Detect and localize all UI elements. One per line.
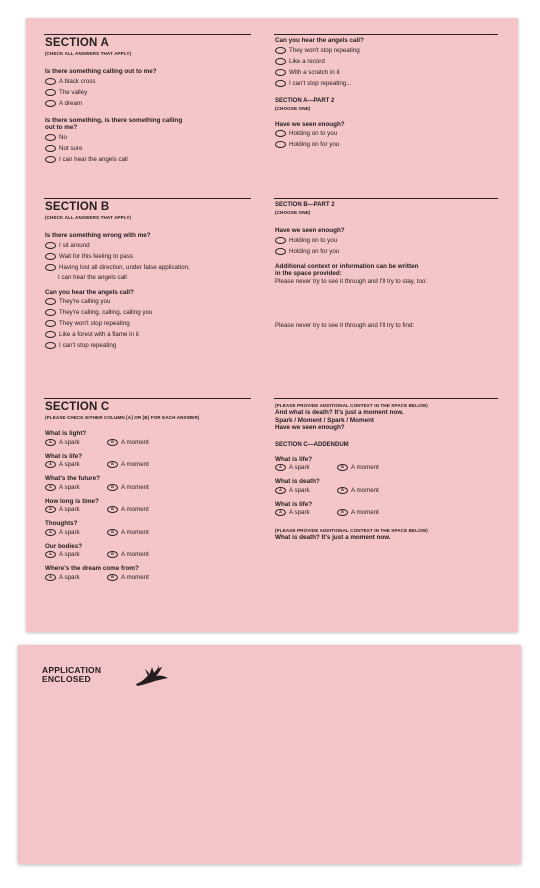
option-label: They won't stop repeating: [289, 46, 360, 54]
checkbox-icon[interactable]: [45, 309, 56, 316]
checkbox-option[interactable]: [45, 251, 260, 262]
checkbox-icon[interactable]: [45, 134, 56, 141]
checkbox-icon[interactable]: [45, 264, 56, 271]
choice-b[interactable]: [337, 508, 399, 517]
option-label: No: [59, 133, 67, 141]
checkbox-option[interactable]: [45, 329, 260, 340]
option-label: Like a forest with a flame in it: [59, 331, 139, 338]
section-c-right-instruction: (PLEASE PROVIDE ADDITIONAL CONTEXT IN THE SPACE BELOW): [275, 403, 428, 408]
choice-a[interactable]: [45, 573, 107, 582]
question-label: What is life?: [275, 455, 313, 463]
section-b-context-field-2[interactable]: Please never try to see it through and I'll try to find:: [275, 321, 415, 329]
checkbox-option[interactable]: [275, 56, 500, 67]
question-label: What is death?: [275, 478, 320, 485]
radio-icon[interactable]: [275, 141, 286, 148]
choice-b-label: A moment: [121, 528, 149, 536]
choice-b-icon[interactable]: B: [107, 506, 118, 513]
section-a-q4-options: [275, 128, 500, 150]
option-label: With a scratch in it: [289, 68, 340, 76]
checkbox-option[interactable]: [45, 318, 260, 329]
checkbox-icon[interactable]: [45, 331, 56, 338]
option-label: Having lost all direction, under false application,: [59, 263, 190, 271]
choice-pair: [45, 438, 260, 447]
checkbox-icon[interactable]: [45, 145, 56, 152]
choice-pair: [45, 528, 260, 537]
section-a-left: [45, 37, 255, 165]
choice-b-label: A moment: [351, 486, 379, 494]
choice-a-label: A spark: [59, 551, 80, 558]
choice-b[interactable]: [107, 550, 169, 559]
choice-a-label: A spark: [289, 486, 310, 494]
option-label: Like a record: [289, 57, 325, 65]
choice-pair: [45, 573, 260, 582]
option-label: Holding on for you: [289, 141, 340, 148]
choice-pair: [45, 483, 260, 492]
choice-b-icon[interactable]: B: [337, 509, 348, 516]
choice-b-icon[interactable]: B: [107, 529, 118, 536]
checkbox-option[interactable]: [45, 340, 260, 351]
choice-a-icon[interactable]: A: [45, 484, 56, 491]
section-c-bottom-line: What is death? It's just a moment now.: [275, 534, 391, 541]
form-sheet: [26, 18, 518, 632]
section-b-q1-options: [45, 240, 260, 283]
choice-a-label: A spark: [59, 483, 80, 491]
choice-a-label: A spark: [59, 528, 80, 536]
option-label: Not sure: [59, 144, 83, 152]
option-label: I can't stop repeating...: [289, 79, 352, 87]
section-c-addendum-title: SECTION C—ADDENDUM: [275, 441, 349, 448]
section-b-rule: [44, 198, 251, 199]
radio-icon[interactable]: [275, 130, 286, 137]
section-c-rule: [44, 398, 251, 399]
question-block: [45, 453, 260, 470]
choice-a-icon[interactable]: A: [275, 509, 286, 516]
section-b-right: [275, 201, 500, 330]
option-label: They're calling you: [59, 298, 111, 305]
section-c-title: SECTION C: [45, 401, 110, 413]
section-b-instruction: (CHECK ALL ANSWERS THAT APPLY): [45, 215, 132, 220]
choice-a-label: A spark: [289, 464, 310, 471]
checkbox-option[interactable]: [275, 45, 500, 56]
heading-line: in the space provided:: [275, 270, 342, 277]
choice-a-label: A spark: [59, 438, 80, 446]
choice-a-label: A spark: [59, 506, 80, 513]
section-c-left: [45, 401, 260, 582]
choice-b-label: A moment: [121, 483, 149, 491]
question-label: What is life?: [275, 500, 313, 508]
checkbox-icon[interactable]: [45, 242, 56, 249]
choice-a[interactable]: [45, 505, 107, 514]
question-label: Our bodies?: [45, 542, 83, 550]
choice-b[interactable]: [107, 438, 169, 447]
radio-option[interactable]: [275, 235, 500, 246]
option-label-continued: I can hear the angels call: [58, 273, 127, 281]
section-b-rule-right: [274, 198, 498, 199]
envelope-label-line: APPLICATION: [42, 665, 102, 675]
checkbox-option[interactable]: [45, 76, 255, 87]
choice-b-icon[interactable]: B: [337, 464, 348, 471]
choice-a-label: A spark: [59, 461, 80, 468]
section-a-instruction: (CHECK ALL ANSWERS THAT APPLY): [45, 51, 132, 56]
radio-option[interactable]: [275, 246, 500, 257]
checkbox-icon[interactable]: [45, 89, 56, 96]
checkbox-option[interactable]: [45, 154, 255, 165]
section-a-q2: [45, 117, 255, 132]
question-block: [275, 478, 500, 495]
choice-a-icon[interactable]: A: [45, 506, 56, 513]
choice-b[interactable]: [107, 460, 169, 469]
choice-a-icon[interactable]: A: [45, 551, 56, 558]
choice-b-label: A moment: [121, 461, 149, 468]
option-label: A black cross: [59, 77, 96, 85]
heading-line: Additional context or information can be written: [275, 262, 419, 270]
question-label: What's the future?: [45, 475, 101, 482]
checkbox-option[interactable]: [275, 78, 500, 89]
choice-a[interactable]: [275, 486, 337, 495]
choice-a[interactable]: [275, 508, 337, 517]
checkbox-option[interactable]: [275, 67, 500, 78]
section-a-part2-instruction: (CHOOSE ONE): [275, 105, 311, 111]
checkbox-icon[interactable]: [45, 298, 56, 305]
choice-pair: [45, 550, 260, 559]
section-c-right-line3: Have we seen enough?: [275, 424, 345, 431]
section-b-left: [45, 201, 260, 351]
section-b-q3: Have we seen enough?: [275, 227, 345, 234]
section-a-q3: Can you hear the angels call?: [275, 37, 364, 44]
choice-b-icon[interactable]: B: [337, 487, 348, 494]
checkbox-icon[interactable]: [275, 47, 286, 54]
choice-a[interactable]: [275, 463, 337, 472]
choice-b[interactable]: [107, 483, 169, 492]
envelope-label: [42, 666, 101, 684]
choice-b-icon[interactable]: B: [107, 439, 118, 446]
section-b-q2-options: [45, 296, 260, 351]
section-b-context-heading: [275, 263, 500, 278]
choice-a-icon[interactable]: A: [45, 529, 56, 536]
section-b-q2: Can you hear the angels call?: [45, 288, 134, 296]
choice-a-icon[interactable]: A: [275, 464, 286, 471]
choice-a-icon[interactable]: A: [45, 439, 56, 446]
question-block: [45, 543, 260, 560]
checkbox-icon[interactable]: [45, 78, 56, 85]
choice-a[interactable]: [45, 550, 107, 559]
section-a-q3-options: [275, 45, 500, 89]
choice-b-icon[interactable]: B: [107, 484, 118, 491]
checkbox-option[interactable]: [45, 132, 255, 143]
section-b-q3-options: [275, 235, 500, 257]
choice-b-label: A moment: [351, 509, 379, 516]
checkbox-icon[interactable]: [45, 253, 56, 260]
checkbox-icon[interactable]: [45, 320, 56, 327]
choice-pair: [45, 505, 260, 514]
choice-b-icon[interactable]: B: [107, 461, 118, 468]
option-label: Wait for this feeling to pass: [59, 252, 134, 260]
question-block: [45, 430, 260, 447]
question-label: How long is time?: [45, 497, 99, 505]
option-label: A dream: [59, 99, 83, 107]
radio-icon[interactable]: [275, 248, 286, 255]
radio-option[interactable]: [275, 128, 500, 139]
checkbox-option[interactable]: [45, 296, 260, 307]
option-label: Holding on to you: [289, 236, 338, 244]
section-c-bottom-instruction: (PLEASE PROVIDE ADDITIONAL CONTEXT IN THE SPACE BELOW): [275, 528, 428, 533]
section-a-q2-options: [45, 132, 255, 165]
choice-b-label: A moment: [121, 551, 149, 558]
choice-pair: [275, 463, 500, 472]
section-a-rule-right: [274, 34, 498, 35]
option-label: They're calling, calling, calling you: [59, 309, 153, 316]
section-c-rule-right: [274, 398, 498, 399]
question-line: Is there something, is there something calling: [45, 116, 183, 124]
choice-a[interactable]: [45, 460, 107, 469]
question-block: [45, 498, 260, 515]
option-label: I sit around: [59, 241, 90, 249]
checkbox-option[interactable]: [45, 240, 260, 251]
question-block: [275, 501, 500, 518]
checkbox-option[interactable]: [45, 307, 260, 318]
section-c-right: [275, 402, 500, 542]
choice-a-label: A spark: [289, 509, 310, 516]
choice-pair: [275, 508, 500, 517]
option-label: They won't stop repeating: [59, 320, 130, 327]
choice-b[interactable]: [107, 505, 169, 514]
checkbox-option[interactable]: [45, 98, 255, 109]
choice-b-label: A moment: [351, 464, 379, 471]
question-block: [275, 456, 500, 473]
section-b-context-field-1[interactable]: Please never try to see it through and I'll try to stay, too:: [275, 277, 428, 285]
section-a-q4: Have we seen enough?: [275, 120, 345, 128]
section-a-title: SECTION A: [45, 37, 109, 49]
section-a-part2-title: SECTION A—PART 2: [275, 97, 335, 104]
choice-a[interactable]: [45, 528, 107, 537]
question-label: Where's the dream come from?: [45, 565, 139, 572]
choice-a[interactable]: [45, 483, 107, 492]
section-c-right-line2: Spark / Moment / Spark / Moment: [275, 416, 375, 424]
section-a-q1: Is there something calling out to me?: [45, 68, 157, 75]
choice-a-icon[interactable]: A: [275, 487, 286, 494]
radio-icon[interactable]: [275, 237, 286, 244]
checkbox-icon[interactable]: [275, 58, 286, 65]
question-label: Thoughts?: [45, 520, 78, 527]
checkbox-icon[interactable]: [45, 100, 56, 107]
option-label: Holding on for you: [289, 247, 340, 255]
choice-pair: [275, 486, 500, 495]
choice-a-icon[interactable]: A: [45, 574, 56, 581]
envelope: [18, 645, 521, 864]
checkbox-icon[interactable]: [275, 69, 286, 76]
question-block: [45, 565, 260, 582]
section-b-part2-title: SECTION B—PART 2: [275, 202, 335, 208]
checkbox-icon[interactable]: [275, 80, 286, 87]
question-label: What is life?: [45, 452, 83, 460]
option-label: I can't stop repeating: [59, 342, 117, 349]
section-c-right-line1: And what is death? It's just a moment now.: [275, 409, 404, 416]
choice-b-icon[interactable]: B: [107, 551, 118, 558]
choice-b-label: A moment: [121, 573, 149, 581]
section-b-part2-instruction: (CHOOSE ONE): [275, 210, 311, 215]
choice-a[interactable]: [45, 438, 107, 447]
section-b-q1: Is there something wrong with me?: [45, 232, 151, 239]
checkbox-icon[interactable]: [45, 342, 56, 349]
choice-b-label: A moment: [121, 506, 149, 513]
choice-b[interactable]: [107, 573, 169, 582]
section-c-addendum-questions: [275, 456, 500, 518]
checkbox-option[interactable]: [45, 262, 260, 273]
question-block: [45, 475, 260, 492]
checkbox-option[interactable]: [45, 143, 255, 154]
choice-pair: [45, 460, 260, 469]
envelope-label-line: ENCLOSED: [42, 674, 91, 684]
question-label: What is light?: [45, 430, 87, 437]
section-c-questions: [45, 430, 260, 582]
section-a-q1-options: [45, 76, 255, 109]
choice-b[interactable]: [337, 463, 399, 472]
radio-option[interactable]: [275, 139, 500, 150]
section-c-instruction: (PLEASE CHECK EITHER COLUMN [A] OR [B] FOR EACH ANSWER): [45, 415, 200, 420]
choice-a-icon[interactable]: A: [45, 461, 56, 468]
choice-b-label: A moment: [121, 438, 149, 446]
question-block: [45, 520, 260, 537]
option-label: The valley: [59, 88, 88, 96]
option-label: Holding on to you: [289, 130, 338, 137]
choice-a-label: A spark: [59, 573, 80, 581]
section-a-rule: [44, 34, 251, 35]
option-label: I can hear the angels call: [59, 155, 128, 163]
checkbox-icon[interactable]: [45, 156, 56, 163]
section-b-title: SECTION B: [45, 201, 110, 213]
choice-b[interactable]: [337, 486, 399, 495]
hands-icon: [134, 664, 170, 693]
section-a-right: [275, 37, 500, 150]
question-line: out to me?: [45, 124, 78, 131]
choice-b[interactable]: [107, 528, 169, 537]
choice-b-icon[interactable]: B: [107, 574, 118, 581]
checkbox-option[interactable]: [45, 87, 255, 98]
